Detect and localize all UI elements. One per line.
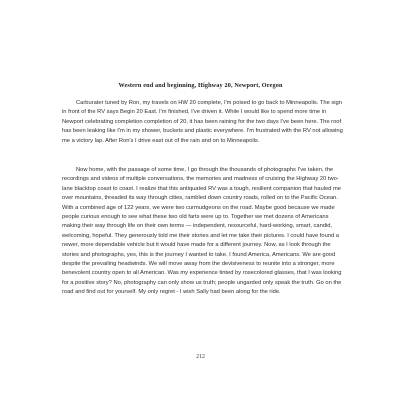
paragraph-text: Now home, with the passage of some time, I go through the thousands of photographs I've taken, the recordings and videos of multiple conversations, the memories and madness of cruising the Highway 20 two-lane blacktop coast to coast. I realize that this antiquated RV was a tough, resilient companion that hauled me over mountains, threaded its way through cities, rambled down country roads, rolled on to the Pacific Ocean. With a combined age of 122 years, we were two curmudgeons on the road. Maybe good because we made people curious enough to see what these two old farts were up to. Together we met dozens of Americans making their way through life on their own terms — independent, resourceful, hard-working, smart, candid, welcoming, hopeful. They generously told me their stories and let me take their pictures. I could have found a newer, more dependable vehicle but it would have made for a different journey. Now, as I look through the stories and photographs, yes, this is the journey I wanted to take. I found America, Americans. We are good despite the prevailing headwinds. We will move away from the devisiveness to reunite into a stronger, more benevolent country open to all American. Was my experience tinted by rosecolored glasses, that I was looking for a positive story? No, photography can only show us truth; people ungarded only speak the truth. Go on the road and find out for yourself. My only regret - I wish Sally had been along for the ride. <box>62 167 342 296</box>
body-paragraph-2 <box>62 166 345 298</box>
body-paragraph-1 <box>62 99 345 146</box>
page-number: 212 <box>196 354 205 360</box>
paragraph-text: Carburater tuned by Ron, my travels on HW 20 complete, I'm poised to go back to Minneapolis. The sign in front of the RV says Begin 20 East. I'm finished, I've driven it. While I would like to spend more time in Newport celebrating completion completion of 20, it has been raining for the two days I've been here. The roof has been leaking like I'm in my shower, buckets and plastic everywhere. I'm frustrated with the RV not allowing me a victory lap. After Ron's I drive east out of the rain and on to Minneapolis. <box>62 100 343 144</box>
page-title: Western end and beginning, Highway 20, Newport, Oregon <box>118 82 283 89</box>
